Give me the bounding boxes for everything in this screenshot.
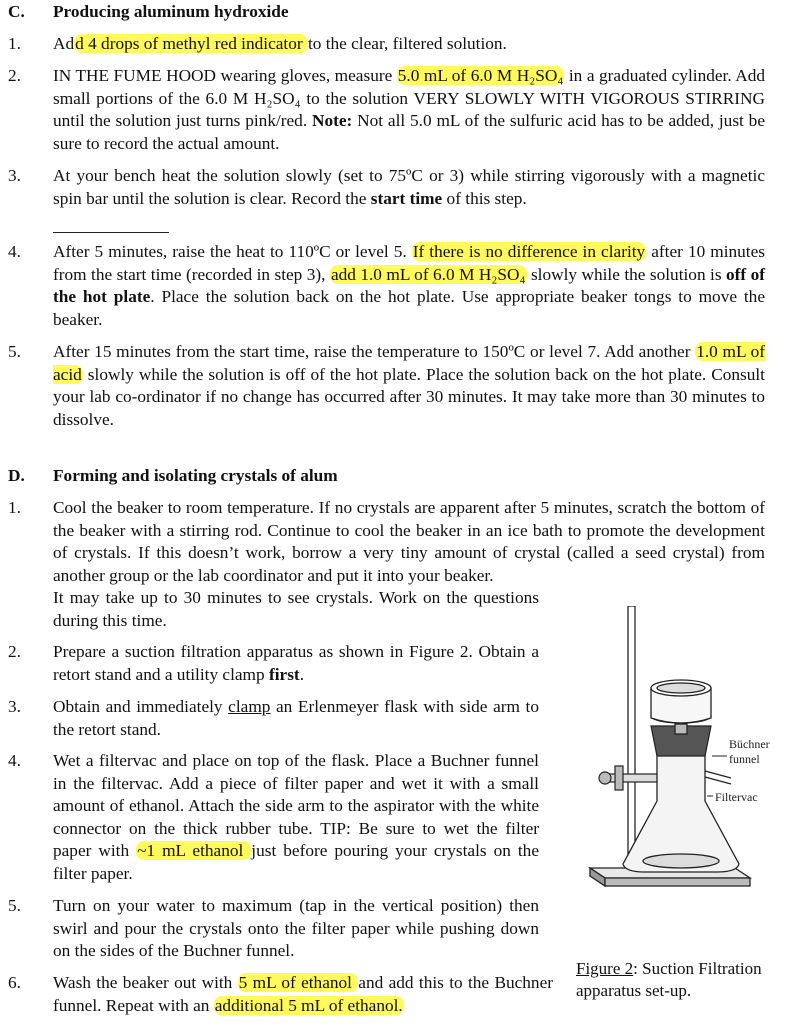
label-buchner-line1: Büchner [729,737,770,751]
section-letter: C. [8,2,25,21]
text-run: in a graduated cylinder. Add small portions of the 6.0 M H₂SO₄ to the solution VERY SLOWLY WITH VIGOROUS STIRRING until the solution just turns pink/red. [53,66,765,130]
step-text [53,165,765,210]
step-number: 2. [8,66,21,85]
step-text [53,497,765,587]
step-number: 4. [8,751,21,770]
step-text [53,750,539,885]
text-run: Not all 5.0 mL of the sulfuric acid has to be added, just be sure to record the actual amount. [53,111,765,153]
highlight: 5.0 mL of 6.0 M H₂SO₄ [397,66,564,85]
note-label: Note: [312,111,353,130]
text-run: Cool the beaker to room temperature. If no crystals are apparent after 5 minutes, scratch the bottom of the beaker with a stirring rod. Continue to cool the beaker in an ice bath to promote the development of crystals. If this doesn’t work, borrow a very tiny amount of crystal (called a seed crystal) from another group or the lab coordinator and put it into your beaker. [53,498,765,585]
highlight: add 1.0 mL of 6.0 M H₂SO₄ [330,264,526,284]
section-title: Producing aluminum hydroxide [53,2,289,21]
section-title: Forming and isolating crystals of alum [53,466,338,485]
step-number: 4. [8,242,21,261]
text-run: just before pouring your crystals on the filter paper. [53,841,539,883]
step-text [53,972,553,1017]
highlight: d 4 drops of methyl red indicator [75,34,307,53]
step-number: 1. [8,498,21,517]
text-run: It may take up to 30 minutes to see crystals. Work on the questions during this time. [53,588,539,630]
text-run: and add this to the Buchner funnel. Repeat with an [53,973,553,1015]
step-number: 3. [8,697,21,716]
text-run: Wet a filtervac and place on top of the flask. Place a Buchner funnel in the filtervac. Add a piece of filter paper and wet it with a small amount of ethanol. Attach the side arm to the aspirator with the white connector on the thick rubber tube. TIP: Be sure to wet the filter paper with [53,751,539,860]
step-number: 5. [8,896,21,915]
text-run: . Place the solution back on the hot plate. Use appropriate beaker tongs to move the beaker. [53,287,765,329]
step-text [53,895,539,963]
step-text [53,33,773,56]
step-text [53,241,765,331]
start-time-blank [53,232,169,233]
text-run: After 15 minutes from the start time, raise the temperature to 150ºC or level 7. Add another [53,342,696,361]
section-letter: D. [8,466,25,485]
step-text [53,65,765,155]
highlight: additional 5 mL of ethanol. [214,995,403,1015]
text-run: Turn on your water to maximum (tap in the vertical position) then swirl and pour the crystals onto the filter paper while pushing down on the sides of the Buchner funnel. [53,896,539,960]
suction-filtration-figure [585,606,790,951]
text-run: after 10 minutes from the start time (recorded in step 3), [53,242,766,284]
figure-reference: Figure 2 [576,959,634,978]
step-number: 3. [8,166,21,185]
text-run: an Erlenmeyer flask with side arm to the retort stand. [53,697,539,739]
bold-run: start time [370,188,443,208]
text-run: Ad [53,34,75,53]
bold-run: off of the hot plate [53,264,765,306]
label-buchner-line2: funnel [729,752,760,766]
text-run: Prepare a suction filtration apparatus as shown in Figure 2. Obtain a retort stand and a utility clamp [53,642,539,684]
highlight: ~1 mL ethanol [137,841,251,860]
text-run: slowly while the solution is [526,264,726,284]
text-run: . [299,664,305,684]
text-run: Obtain and immediately [53,697,229,716]
text-run: to the clear, filtered solution. [307,34,507,53]
text-run: After 5 minutes, raise the heat to 110ºC or level 5. [53,242,412,261]
text-run: At your bench heat the solution slowly (set to 75ºC or 3) while stirring vigorously with a magnetic spin bar until the solution is clear. Record the [53,166,765,208]
step-number: 6. [8,973,21,992]
highlight: 5 mL of ethanol [238,973,358,992]
step-text [53,341,765,431]
step-number: 1. [8,34,21,53]
highlight: If there is no difference in clarity [412,242,646,261]
step-number: 2. [8,642,21,661]
figure-caption [576,958,804,1002]
step-text-continued [53,587,539,632]
text-run: of this step. [442,188,527,208]
text-run: slowly while the solution is off of the hot plate. Place the solution back on the hot plate. Consult your lab co-ordinator if no change has occurred after 30 minutes. It may take more than 30 minutes to dissolve. [53,364,765,429]
underlined-run: clamp [228,697,271,716]
step-number: 5. [8,342,21,361]
text-run: Wash the beaker out with [53,973,238,992]
step-text [53,696,539,741]
erlenmeyer-flask [623,754,739,872]
bold-run: first [268,664,300,684]
highlight: 1.0 mL of acid [53,342,766,384]
label-filtervac: Filtervac [715,790,758,804]
text-run: IN THE FUME HOOD wearing gloves, measure [53,66,397,85]
step-text [53,641,539,686]
caption-text: : Suction Filtration apparatus set-up. [576,959,762,1000]
